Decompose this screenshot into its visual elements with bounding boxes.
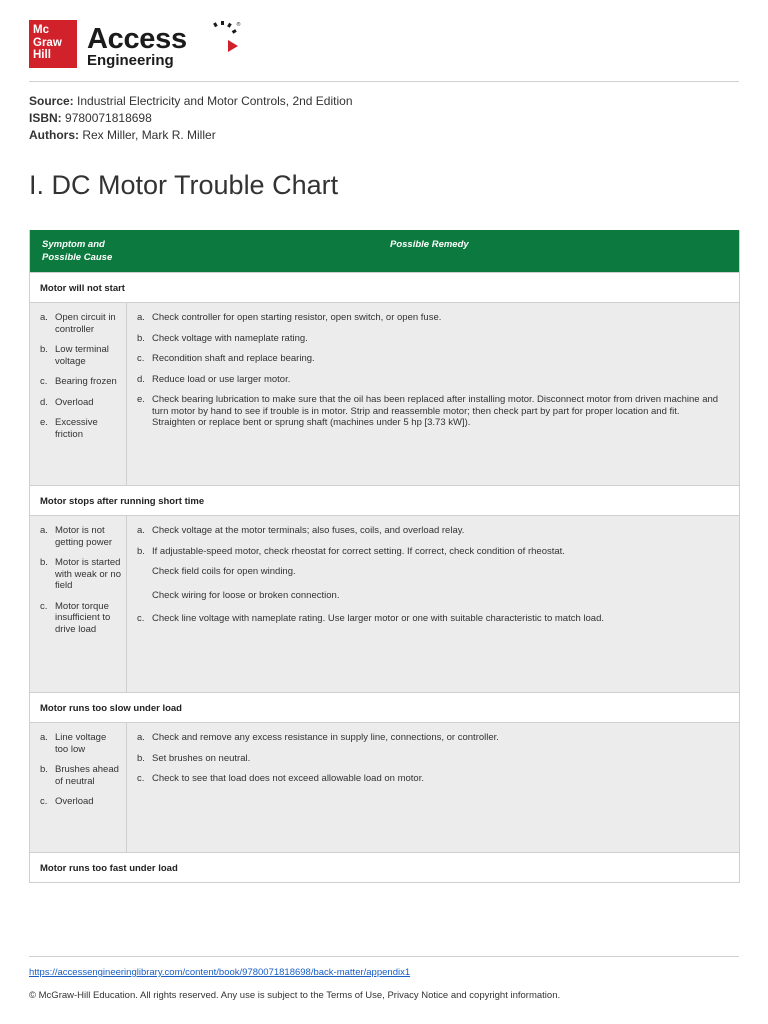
- access-logo-text[interactable]: Access: [87, 23, 187, 55]
- authors-value: Rex Miller, Mark R. Miller: [82, 128, 216, 142]
- remedy-item: [137, 732, 725, 744]
- source-label: Source:: [29, 94, 74, 108]
- gear-arrow-icon: [202, 20, 242, 60]
- page-title: I. DC Motor Trouble Chart: [29, 170, 339, 200]
- header-divider: [29, 81, 739, 82]
- cause-text: Low terminal voltage: [55, 344, 109, 367]
- remedy-text: Recondition shaft and replace bearing.: [152, 353, 315, 364]
- engineering-logo-text: Engineering: [87, 52, 174, 69]
- remedy-item: [137, 546, 725, 558]
- cause-item: [40, 344, 122, 367]
- cause-label: b.: [40, 764, 48, 775]
- table-header: [30, 230, 739, 272]
- cause-item: [40, 312, 122, 335]
- remedy-item: [137, 525, 725, 537]
- cause-label: c.: [40, 600, 48, 612]
- cause-item: [40, 796, 122, 808]
- logo-line-1: Mc: [33, 24, 49, 36]
- remedy-label: c.: [137, 773, 145, 784]
- table-body: [30, 272, 739, 882]
- remedy-item: [137, 353, 725, 365]
- cause-label: c.: [40, 376, 48, 387]
- remedy-item: [137, 374, 725, 386]
- remedy-label: c.: [137, 353, 145, 364]
- cause-item: [40, 557, 122, 592]
- cause-label: c.: [40, 796, 48, 807]
- table-row: [30, 515, 739, 692]
- remedy-label: b.: [137, 332, 145, 344]
- cause-text: Motor torque insufficient to drive load: [55, 600, 111, 635]
- cause-text: Overload: [55, 396, 94, 408]
- cause-text: Open circuit in controller: [55, 312, 116, 335]
- cause-item: [40, 764, 122, 787]
- cause-text: Bearing frozen: [55, 376, 117, 387]
- section-heading: Motor runs too slow under load: [30, 692, 739, 722]
- cause-label: a.: [40, 312, 48, 323]
- site-header: [29, 20, 709, 70]
- footer-divider: [29, 956, 739, 957]
- remedy-text: Check controller for open starting resistor, open switch, or open fuse.: [152, 312, 442, 323]
- trouble-chart-table: [29, 230, 740, 883]
- remedy-text: Check to see that load does not exceed allowable load on motor.: [152, 773, 424, 784]
- cause-text: Brushes ahead of neutral: [55, 764, 119, 787]
- remedy-text: Check bearing lubrication to make sure that the oil has been replaced after installing motor. Disconnect motor from driven machine and turn motor by hand to see if trouble is in motor. Strip and reassemble motor; then check part by part for proper location and fit. Straighten or replace bent or sprung shaft (machines under 5 hp [3.73 kW]).: [152, 394, 719, 428]
- remedy-label: a.: [137, 312, 145, 323]
- book-metadata: [29, 93, 353, 144]
- table-row: [30, 722, 739, 852]
- cause-text: Motor is started with weak or no field: [55, 557, 122, 591]
- remedy-item: [137, 613, 725, 625]
- causes-cell: [30, 723, 127, 852]
- cause-text: Line voltage too low: [55, 732, 107, 755]
- remedy-label: d.: [137, 373, 145, 385]
- remedy-text: Set brushes on neutral.: [152, 752, 251, 764]
- cause-item: [40, 376, 122, 388]
- remedy-note: Check wiring for loose or broken connection.: [152, 589, 340, 601]
- remedy-label: e.: [137, 394, 145, 405]
- cause-item: [40, 525, 122, 548]
- causes-cell: [30, 303, 127, 485]
- table-row: [30, 302, 739, 485]
- remedy-note: Check field coils for open winding.: [152, 566, 296, 577]
- remedy-item: [137, 312, 725, 324]
- cause-label: b.: [40, 557, 48, 568]
- remedy-item: [137, 773, 725, 785]
- remedy-text: If adjustable-speed motor, check rheostat for correct setting. If correct, check condition of rheostat.: [152, 545, 565, 557]
- cause-text: Overload: [55, 796, 94, 807]
- remedy-item: [137, 753, 725, 765]
- causes-cell: [30, 516, 127, 692]
- section-heading: Motor runs too fast under load: [30, 852, 739, 882]
- cause-label: e.: [40, 417, 48, 428]
- remedies-cell: [127, 516, 739, 692]
- section-heading: Motor stops after running short time: [30, 485, 739, 515]
- remedy-item: [137, 333, 725, 345]
- source-line: [29, 93, 353, 110]
- remedy-label: a.: [137, 525, 145, 536]
- cause-item: [40, 417, 122, 440]
- cause-item: [40, 732, 122, 755]
- logo-line-2: Graw: [33, 36, 62, 49]
- remedy-label: a.: [137, 732, 145, 743]
- isbn-label: ISBN:: [29, 111, 62, 125]
- col-header-remedy: Possible Remedy: [390, 239, 469, 250]
- remedy-text: Check line voltage with nameplate rating. Use larger motor or one with suitable characteristic to match load.: [152, 613, 604, 624]
- remedies-cell: [127, 723, 739, 852]
- source-url-link[interactable]: https://accessengineeringlibrary.com/content/book/9780071818698/back-matter/appendix1: [29, 967, 411, 978]
- cause-label: d.: [40, 396, 48, 408]
- cause-text: Motor is not getting power: [55, 525, 113, 548]
- cause-item: [40, 601, 122, 636]
- cause-label: b.: [40, 344, 48, 355]
- remedy-text: Check and remove any excess resistance in supply line, connections, or controller.: [152, 732, 499, 743]
- remedy-text: Check voltage with nameplate rating.: [152, 332, 308, 344]
- remedy-item: [137, 394, 725, 429]
- remedies-cell: [127, 303, 739, 485]
- source-value: Industrial Electricity and Motor Controls, 2nd Edition: [77, 94, 353, 108]
- remedy-text: Reduce load or use larger motor.: [152, 373, 291, 385]
- section-heading: Motor will not start: [30, 272, 739, 302]
- col-header-symptom: Symptom and Possible Cause: [42, 239, 113, 263]
- cause-item: [40, 397, 122, 409]
- isbn-line: [29, 110, 353, 127]
- isbn-value: 9780071818698: [65, 111, 152, 125]
- remedy-text: Check voltage at the motor terminals; also fuses, coils, and overload relay.: [152, 525, 465, 536]
- cause-label: a.: [40, 525, 48, 536]
- logo-line-3: Hill: [33, 49, 51, 61]
- authors-label: Authors:: [29, 128, 79, 142]
- copyright-notice: © McGraw-Hill Education. All rights reserved. Any use is subject to the Terms of Use, Privacy Notice and copyright information.: [29, 990, 561, 1001]
- cause-text: Excessive friction: [55, 417, 98, 440]
- remedy-label: c.: [137, 613, 145, 624]
- remedy-label: b.: [137, 545, 145, 557]
- cause-label: a.: [40, 732, 48, 743]
- authors-line: [29, 127, 353, 144]
- svg-text:®: ®: [236, 22, 241, 28]
- remedy-label: b.: [137, 752, 145, 764]
- mcgraw-hill-logo[interactable]: [29, 20, 77, 68]
